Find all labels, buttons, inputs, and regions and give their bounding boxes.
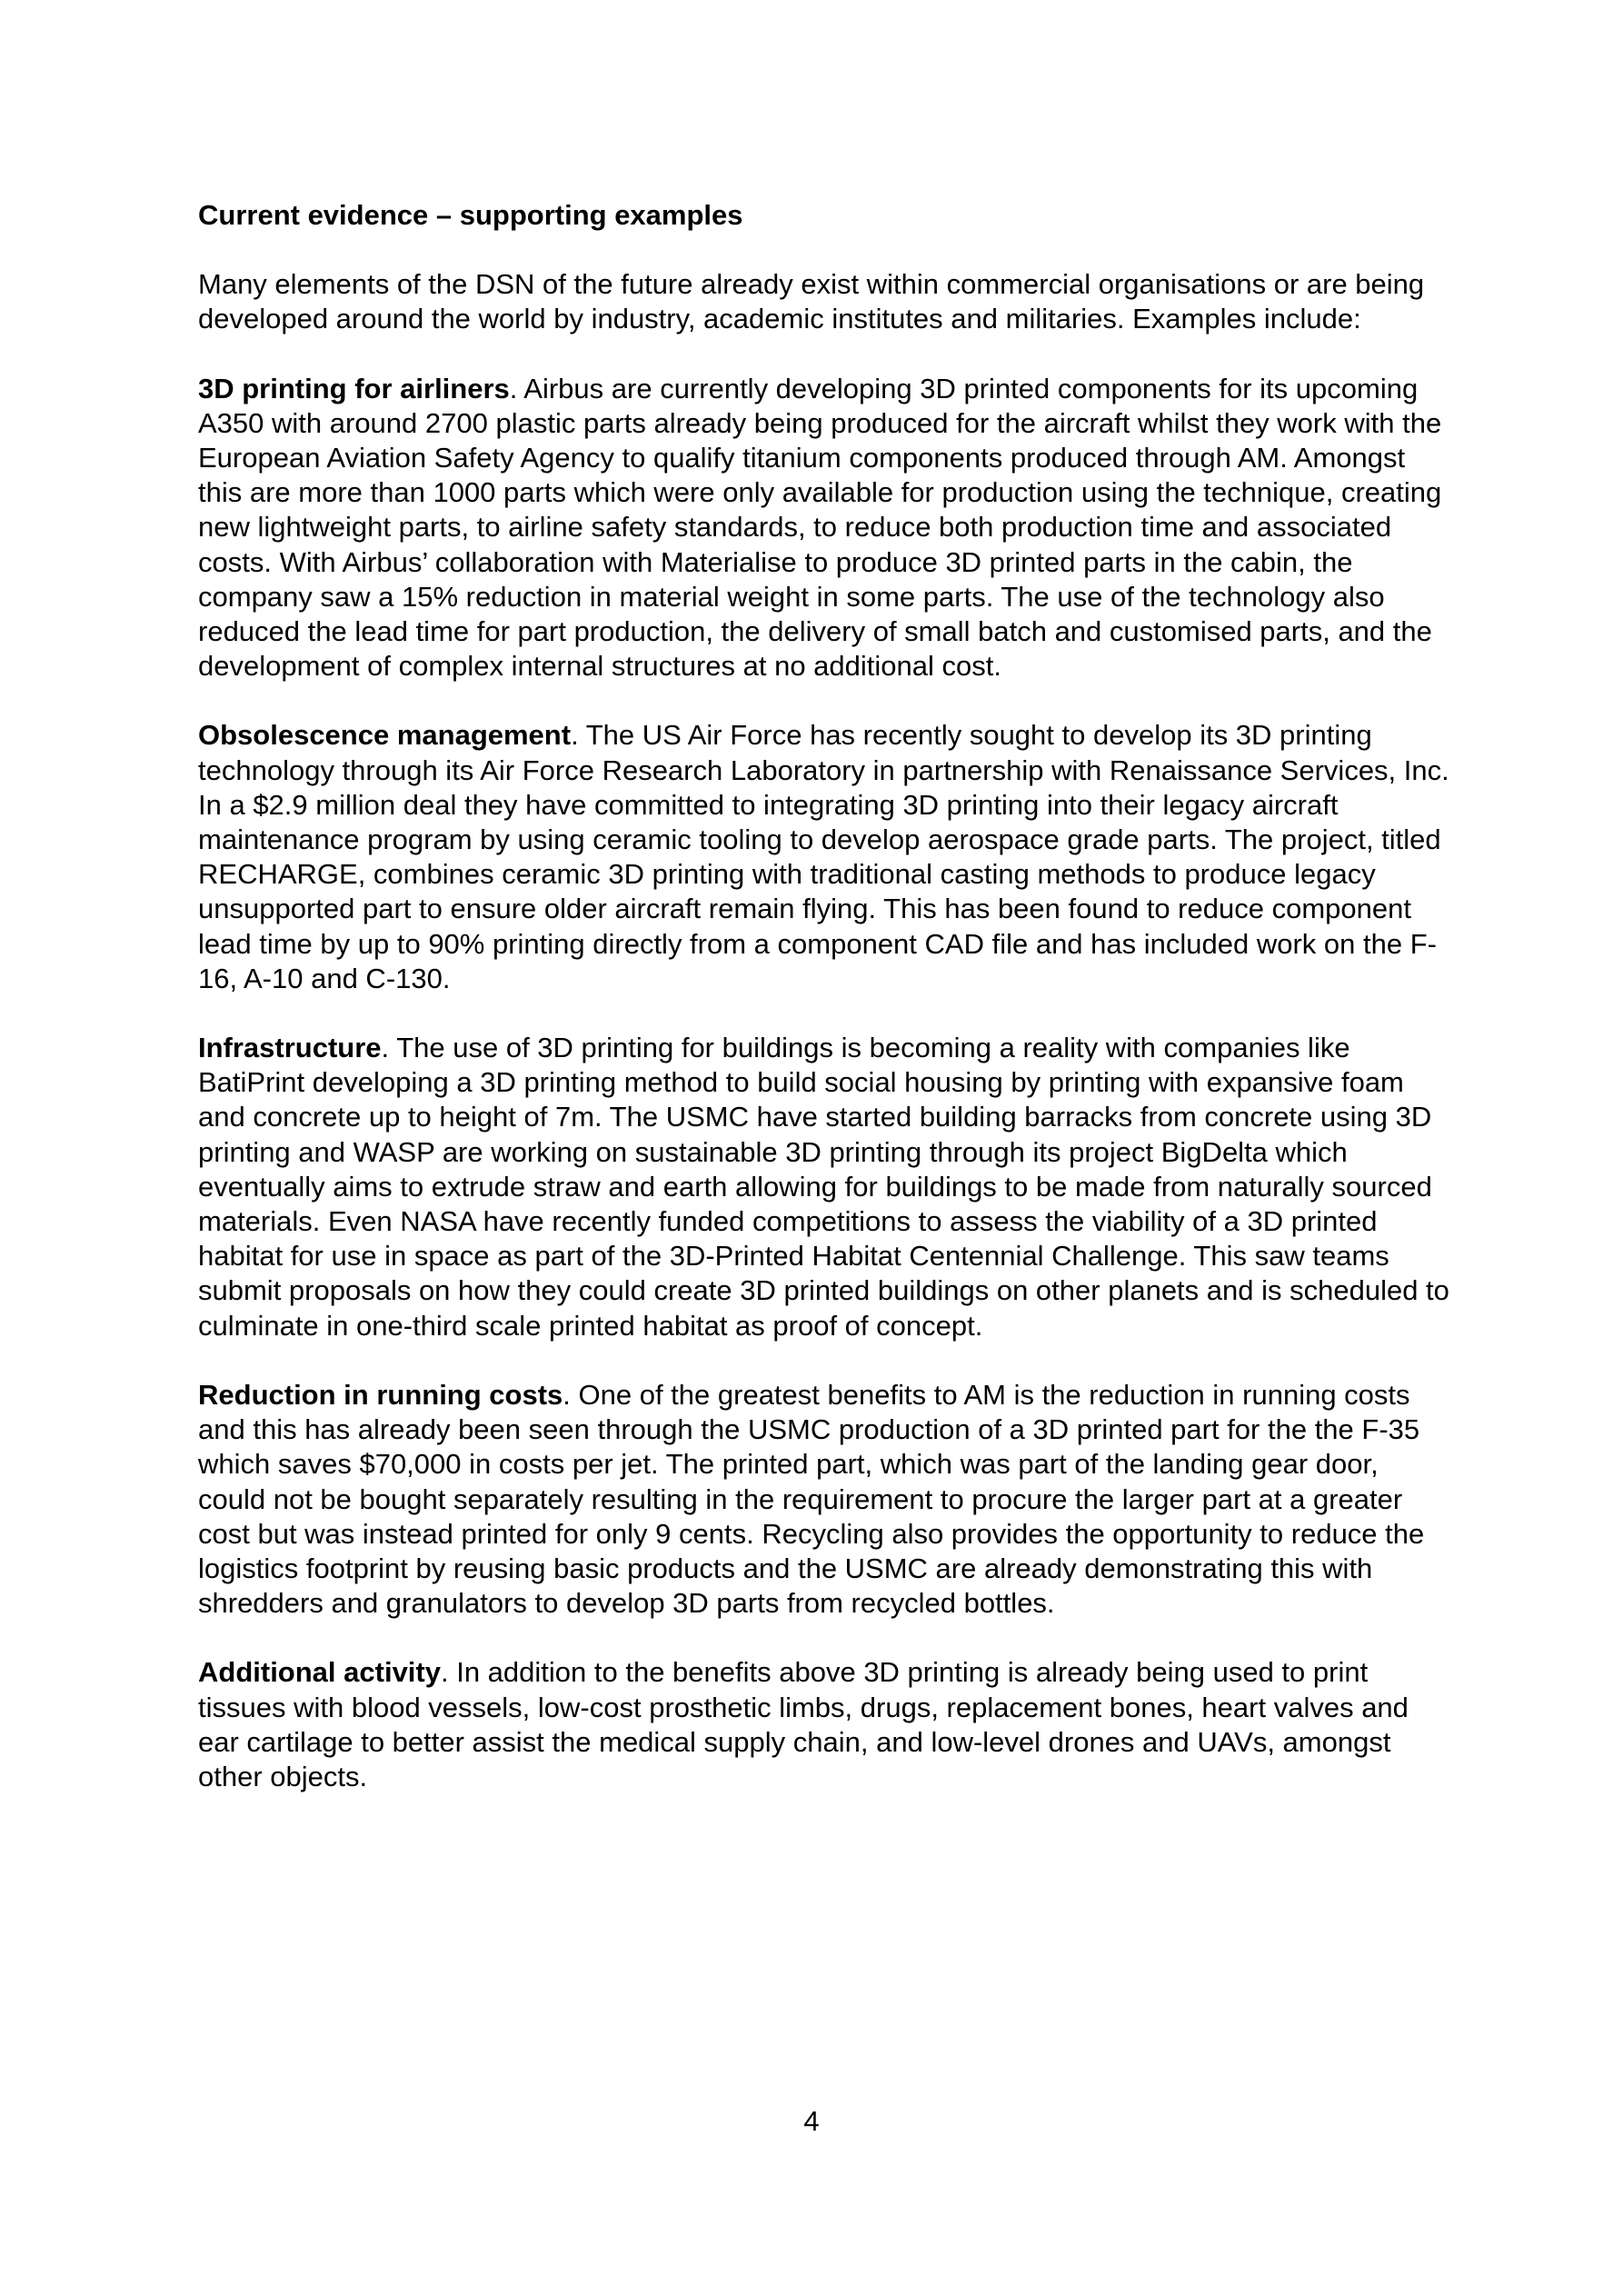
page-number: 4 bbox=[803, 2105, 820, 2137]
paragraph-reduction-running-costs bbox=[198, 1378, 1452, 1621]
paragraph-infrastructure bbox=[198, 1031, 1452, 1343]
paragraph-lead: 3D printing for airliners bbox=[198, 372, 510, 404]
paragraph-text: . In addition to the benefits above 3D printing is already being used to print tissues with blood vessels, low-cost prosthetic limbs, drugs, replacement bones, heart valves and ear cartilage to better assist the medical supply chain, and low-level drones and UAVs, amongst other objects. bbox=[198, 1656, 1409, 1792]
paragraph-lead: Infrastructure bbox=[198, 1032, 382, 1064]
paragraph-lead: Reduction in running costs bbox=[198, 1378, 563, 1411]
paragraph-text: . Airbus are currently developing 3D printed components for its upcoming A350 with around 2700 plastic parts already being produced for the aircraft whilst they work with the European Aviation Safety Agency to qualify titanium components produced through AM. Amongst this are more than 1000 parts which were only available for production using the technique, creating new lightweight parts, to airline safety standards, to reduce both production time and associated costs. With Airbus’ collaboration with Materialise to produce 3D printed parts in the cabin, the company saw a 15% reduction in material weight in some parts. The use of the technology also reduced the lead time for part production, the delivery of small batch and customised parts, and the development of complex internal structures at no additional cost. bbox=[198, 372, 1442, 683]
section-heading: Current evidence – supporting examples bbox=[198, 199, 743, 231]
paragraph-text: . The use of 3D printing for buildings is becoming a reality with companies like BatiPrint developing a 3D printing method to build social housing by printing with expansive foam and concrete up to height of 7m. The USMC have started building barracks from concrete using 3D printing and WASP are working on sustainable 3D printing through its project BigDelta which eventually aims to extrude straw and earth allowing for buildings to be made from naturally sourced materials. Even NASA have recently funded competitions to assess the viability of a 3D printed habitat for use in space as part of the 3D-Printed Habitat Centennial Challenge. This saw teams submit proposals on how they could create 3D printed buildings on other planets and is scheduled to culminate in one-third scale printed habitat as proof of concept. bbox=[198, 1032, 1449, 1342]
paragraph-additional-activity bbox=[198, 1655, 1452, 1794]
paragraph-text: . The US Air Force has recently sought to develop its 3D printing technology through its Air Force Research Laboratory in partnership with Renaissance Services, Inc. In a $2.9 million deal they have committed to integrating 3D printing into their legacy aircraft maintenance program by using ceramic tooling to develop aerospace grade parts. The project, titled RECHARGE, combines ceramic 3D printing with traditional casting methods to produce legacy unsupported part to ensure older aircraft remain flying. This has been found to reduce component lead time by up to 90% printing directly from a component CAD file and has included work on the F-16, A-10 and C-130. bbox=[198, 719, 1449, 994]
paragraph-lead: Obsolescence management bbox=[198, 719, 572, 752]
paragraph-3d-printing-airliners bbox=[198, 372, 1452, 684]
paragraph-obsolescence-management bbox=[198, 718, 1452, 996]
paragraph-text: . One of the greatest benefits to AM is the reduction in running costs and this has already been seen through the USMC production of a 3D printed part for the the F-35 which saves $70,000 in costs per jet. The printed part, which was part of the landing gear door, could not be bought separately resulting in the requirement to procure the larger part at a greater cost but was instead printed for only 9 cents. Recycling also provides the opportunity to reduce the logistics footprint by reusing basic products and the USMC are already demonstrating this with shredders and granulators to develop 3D parts from recycled bottles. bbox=[198, 1378, 1425, 1620]
paragraph-lead: Additional activity bbox=[198, 1656, 441, 1689]
intro-paragraph: Many elements of the DSN of the future already exist within commercial organisations or are being developed around the world by industry, academic institutes and militaries. Examples include: bbox=[198, 268, 1425, 335]
document-body bbox=[198, 198, 1452, 1829]
